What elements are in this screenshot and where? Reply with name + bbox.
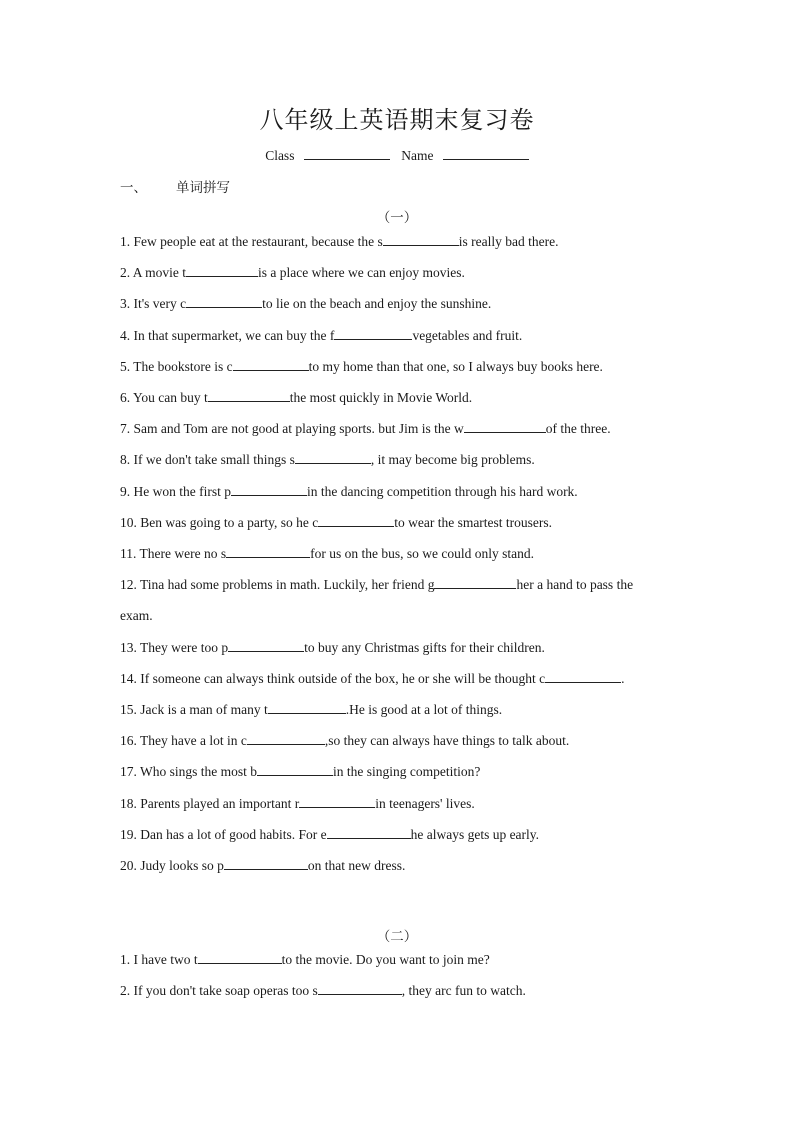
question-item: [120, 569, 680, 631]
question-item: [120, 320, 680, 351]
question-text: 2. A movie t: [120, 265, 187, 280]
question-text-end: her a hand to pass the: [516, 577, 634, 592]
answer-blank[interactable]: [257, 761, 333, 776]
question-text: 10. Ben was going to a party, so he c: [120, 515, 319, 530]
question-text: 13. They were too p: [120, 640, 229, 655]
question-text: 12. Tina had some problems in math. Luckily, her friend g: [120, 577, 435, 592]
answer-blank[interactable]: [198, 949, 282, 964]
question-text: 16. They have a lot in c: [120, 733, 247, 748]
answer-blank[interactable]: [318, 512, 394, 527]
question-text: 2. If you don't take soap operas too s: [120, 983, 318, 998]
question-text: 1. I have two t: [120, 952, 198, 967]
answer-blank[interactable]: [208, 387, 290, 402]
question-item: [120, 351, 680, 382]
question-item: [120, 226, 680, 257]
page-title: 八年级上英语期末复习卷: [259, 106, 535, 134]
answer-blank[interactable]: [383, 231, 459, 246]
question-item: [120, 850, 680, 881]
answer-blank[interactable]: [464, 418, 546, 433]
question-text: 7. Sam and Tom are not good at playing sports. but Jim is the w: [120, 421, 464, 436]
question-text-end: for us on the bus, so we could only stand.: [310, 546, 534, 561]
question-text-end: to lie on the beach and enjoy the sunshine.: [262, 296, 492, 311]
question-text-end: to buy any Christmas gifts for their children.: [304, 640, 545, 655]
question-text-end: on that new dress.: [307, 858, 406, 873]
question-item: [120, 725, 680, 756]
question-item: [120, 476, 680, 507]
answer-blank[interactable]: [334, 325, 412, 340]
answer-blank[interactable]: [226, 543, 310, 558]
question-text: 5. The bookstore is c: [120, 359, 233, 374]
question-continuation: exam.: [120, 608, 153, 623]
question-item: [120, 663, 680, 694]
answer-blank[interactable]: [268, 699, 346, 714]
question-text-end: to the movie. Do you want to join me?: [281, 952, 490, 967]
question-item: [120, 694, 680, 725]
question-text-end: of the three.: [545, 421, 611, 436]
question-text: 20. Judy looks so p: [120, 858, 224, 873]
answer-blank[interactable]: [434, 574, 516, 589]
name-label: Name: [401, 148, 434, 163]
answer-blank[interactable]: [233, 356, 309, 371]
question-text: 4. In that supermarket, we can buy the f: [120, 328, 335, 343]
question-item: [120, 944, 680, 975]
question-text-end: he always gets up early.: [410, 827, 540, 842]
question-item: [120, 382, 680, 413]
question-text-end: vegetables and fruit.: [412, 328, 523, 343]
question-text: 14. If someone can always think outside of the box, he or she will be thought c: [120, 671, 546, 686]
question-item: [120, 444, 680, 475]
question-text: 11. There were no s: [120, 546, 227, 561]
section-title: 单词拼写: [176, 180, 230, 196]
answer-blank[interactable]: [247, 730, 325, 745]
question-text: 1. Few people eat at the restaurant, because the s: [120, 234, 383, 249]
question-item: [120, 975, 680, 1006]
answer-blank[interactable]: [186, 262, 258, 277]
question-text: 6. You can buy t: [120, 390, 208, 405]
question-item: [120, 413, 680, 444]
question-text-end: .He is good at a lot of things.: [345, 702, 503, 717]
part-one-label: （一）: [376, 210, 418, 226]
name-field[interactable]: [443, 145, 529, 160]
question-text-end: , they arc fun to watch.: [401, 983, 526, 998]
answer-blank[interactable]: [295, 449, 371, 464]
section-number: 一、: [120, 180, 147, 196]
answer-blank[interactable]: [318, 980, 402, 995]
question-text: 17. Who sings the most b: [120, 764, 258, 779]
question-text-end: in the dancing competition through his hard work.: [306, 484, 578, 499]
question-text-end: to wear the smartest trousers.: [394, 515, 553, 530]
answer-blank[interactable]: [224, 855, 308, 870]
answer-blank[interactable]: [299, 793, 375, 808]
question-item: [120, 756, 680, 787]
question-text-end: is really bad there.: [458, 234, 559, 249]
answer-blank[interactable]: [186, 293, 262, 308]
question-text-end: ,so they can always have things to talk about.: [324, 733, 570, 748]
question-text: 9. He won the first p: [120, 484, 231, 499]
answer-blank[interactable]: [545, 668, 621, 683]
question-item: [120, 507, 680, 538]
question-item: [120, 632, 680, 663]
answer-blank[interactable]: [231, 481, 307, 496]
question-text-end: , it may become big problems.: [370, 452, 535, 467]
question-text: 18. Parents played an important r: [120, 796, 300, 811]
question-text-end: the most quickly in Movie World.: [289, 390, 473, 405]
class-name-line: [0, 145, 794, 164]
question-item: [120, 257, 680, 288]
answer-blank[interactable]: [228, 637, 304, 652]
question-item: [120, 288, 680, 319]
question-text-end: .: [621, 671, 625, 686]
question-text: 3. It's very c: [120, 296, 187, 311]
question-text-end: to my home than that one, so I always buy books here.: [308, 359, 603, 374]
answer-blank[interactable]: [327, 824, 411, 839]
class-field[interactable]: [304, 145, 390, 160]
section-heading: [120, 176, 230, 196]
question-text: 15. Jack is a man of many t: [120, 702, 268, 717]
question-text-end: in teenagers' lives.: [375, 796, 475, 811]
class-label: Class: [265, 148, 295, 163]
question-item: [120, 538, 680, 569]
question-item: [120, 788, 680, 819]
part-two-label: （二）: [376, 929, 418, 945]
question-text: 8. If we don't take small things s: [120, 452, 295, 467]
question-text-end: is a place where we can enjoy movies.: [258, 265, 465, 280]
question-item: [120, 819, 680, 850]
question-text: 19. Dan has a lot of good habits. For e: [120, 827, 327, 842]
question-text-end: in the singing competition?: [333, 764, 481, 779]
